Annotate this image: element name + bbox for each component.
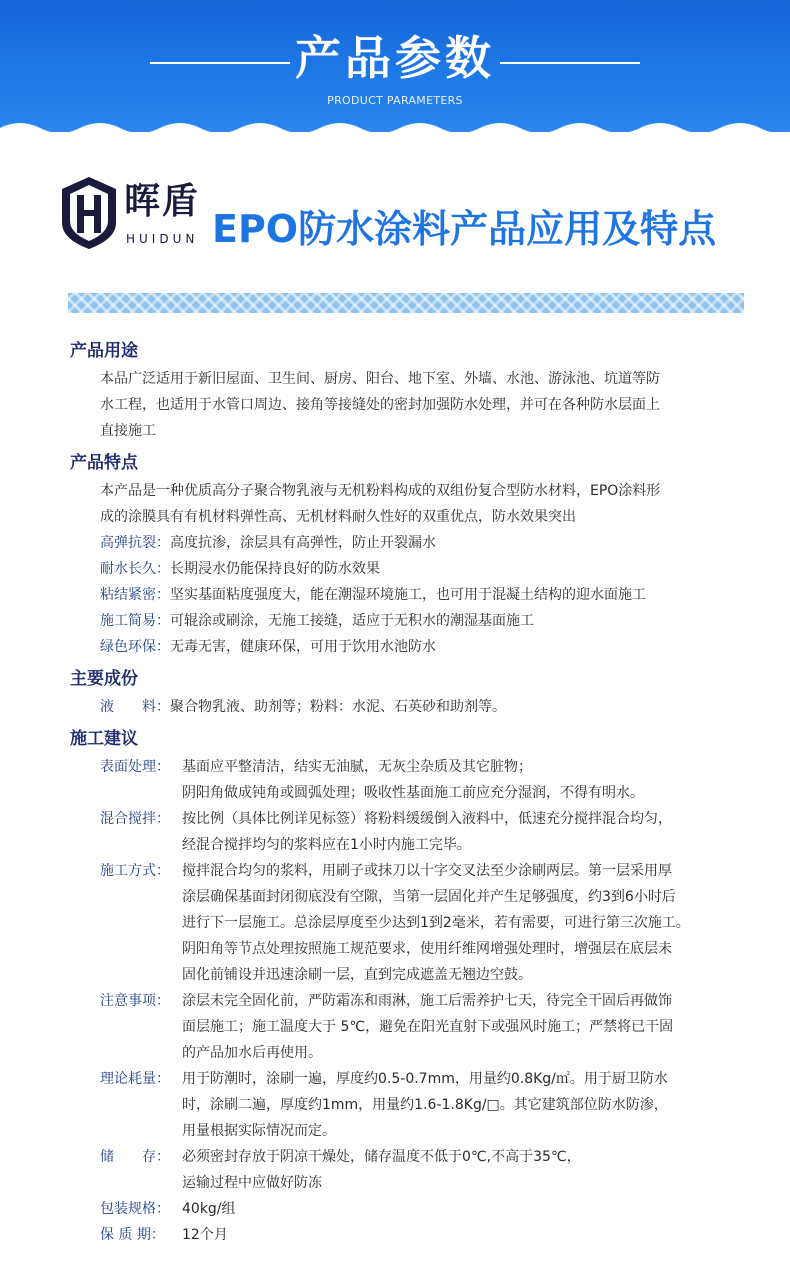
feature-text: 长期浸水仍能保持良好的防水效果 [170, 561, 380, 577]
construction-label: 表面处理： [100, 759, 170, 775]
features-intro-line: 本产品是一种优质高分子聚合物乳液与无机粉料构成的双组份复合型防水材料，EPO涂料形 [100, 483, 661, 499]
construction-line: 阴阳角等节点处理按照施工规范要求，使用纤维网增强处理时，增强层在底层未 [182, 941, 672, 957]
usage-line: 水工程，也适用于水管口周边、接角等接缝处的密封加强防水处理，并可在各种防水层面上 [100, 397, 660, 413]
construction-line: 阴阳角做成钝角或圆弧处理；吸收性基面施工前应充分湿润，不得有明水。 [182, 785, 644, 801]
construction-line: 的产品加水后再使用。 [182, 1045, 322, 1061]
section-title-usage: 产品用途 [70, 341, 138, 361]
packaging-label: 包装规格： [100, 1201, 170, 1217]
construction-item-surface [70, 754, 760, 806]
features-intro [70, 478, 760, 530]
feature-item [70, 556, 760, 582]
packaging-text: 40kg/组 [182, 1201, 236, 1217]
feature-item [70, 608, 760, 634]
construction-item-notes [70, 988, 760, 1066]
brand-name-en: HUIDUN [126, 232, 199, 246]
features-intro-line: 成的涂膜具有有机材料弹性高、无机材料耐久性好的双重优点，防水效果突出 [100, 509, 576, 525]
construction-line: 按比例（具体比例详见标签）将粉料缓缓倒入液料中，低速充分搅拌混合均匀， [182, 811, 672, 827]
shelf-life-label: 保 质 期： [100, 1227, 165, 1243]
section-title-features: 产品特点 [70, 453, 138, 473]
banner-title: 产品参数 [295, 31, 495, 85]
feature-item [70, 582, 760, 608]
construction-line: 搅拌混合均匀的浆料，用刷子或抹刀以十字交叉法至少涂刷两层。第一层采用厚 [182, 863, 672, 879]
construction-item-consumption [70, 1066, 760, 1144]
feature-label: 耐水长久： [100, 561, 170, 577]
banner [0, 0, 790, 132]
construction-line: 涂层未完全固化前，严防霜冻和雨淋，施工后需养护七天，待完全干固后再做饰 [182, 993, 672, 1009]
feature-text: 可辊涂或刷涂，无施工接缝，适应于无积水的潮湿基面施工 [170, 613, 534, 629]
usage-line: 直接施工 [100, 423, 156, 439]
brand-name-cn: 晖盾 [124, 181, 201, 222]
construction-item-method [70, 858, 760, 988]
composition-label: 液 料： [100, 699, 170, 715]
feature-item [70, 634, 760, 660]
content [70, 332, 760, 1248]
usage-paragraph [70, 366, 760, 444]
construction-line: 基面应平整清洁，结实无油腻，无灰尘杂质及其它脏物； [182, 759, 532, 775]
construction-line: 用于防潮时，涂刷一遍，厚度约0.5-0.7mm，用量约0.8Kg/㎡。用于厨卫防水 [182, 1071, 668, 1087]
feature-text: 坚实基面粘度强度大，能在潮湿环境施工，也可用于混凝土结构的迎水面施工 [170, 587, 646, 603]
composition-item [70, 694, 760, 720]
feature-text: 高度抗渗，涂层具有高弹性，防止开裂漏水 [170, 535, 436, 551]
construction-line: 时，涂刷二遍，厚度约1mm，用量约1.6-1.8Kg/□。其它建筑部位防水防渗， [182, 1097, 668, 1113]
construction-label: 注意事项： [100, 993, 170, 1009]
construction-item-storage [70, 1144, 760, 1196]
shelf-life-item [70, 1222, 760, 1248]
construction-label: 理论耗量： [100, 1071, 170, 1087]
feature-label: 粘结紧密： [100, 587, 170, 603]
product-heading: EPO防水涂料产品应用及特点 [212, 207, 717, 251]
construction-line: 进行下一层施工。总涂层厚度至少达到1到2毫米，若有需要，可进行第三次施工。 [182, 915, 690, 931]
construction-line: 面层施工；施工温度大于 5℃，避免在阳光直射下或强风时施工；严禁将已干固 [182, 1019, 674, 1035]
packaging-item [70, 1196, 760, 1222]
shelf-life-text: 12个月 [182, 1227, 228, 1243]
feature-label: 施工简易： [100, 613, 170, 629]
composition-text: 聚合物乳液、助剂等；粉料：水泥、石英砂和助剂等。 [170, 699, 506, 715]
construction-line: 经混合搅拌均匀的浆料应在1小时内施工完毕。 [182, 837, 471, 853]
banner-subtitle: PRODUCT PARAMETERS [327, 94, 463, 107]
construction-line: 必须密封存放于阴凉干燥处，储存温度不低于0℃,不高于35℃， [182, 1149, 581, 1165]
shield-logo-icon [60, 175, 118, 251]
construction-label: 混合搅拌： [100, 811, 170, 827]
construction-label: 施工方式： [100, 863, 170, 879]
construction-line: 固化前铺设并迅速涂刷一层，直到完成遮盖无翘边空鼓。 [182, 967, 532, 983]
feature-item [70, 530, 760, 556]
section-title-construction: 施工建议 [70, 729, 138, 749]
banner-wave [0, 118, 790, 132]
construction-item-mixing [70, 806, 760, 858]
decorative-pattern-strip [68, 293, 744, 313]
construction-label: 储 存： [100, 1149, 170, 1165]
section-title-composition: 主要成份 [70, 669, 138, 689]
construction-line: 用量根据实际情况而定。 [182, 1123, 336, 1139]
feature-text: 无毒无害，健康环保，可用于饮用水池防水 [170, 639, 436, 655]
feature-label: 绿色环保： [100, 639, 170, 655]
construction-line: 涂层确保基面封闭彻底没有空隙，当第一层固化并产生足够强度，约3到6小时后 [182, 889, 676, 905]
usage-line: 本品广泛适用于新旧屋面、卫生间、厨房、阳台、地下室、外墙、水池、游泳池、坑道等防 [100, 371, 660, 387]
feature-label: 高弹抗裂： [100, 535, 170, 551]
construction-line: 运输过程中应做好防冻 [182, 1175, 322, 1191]
